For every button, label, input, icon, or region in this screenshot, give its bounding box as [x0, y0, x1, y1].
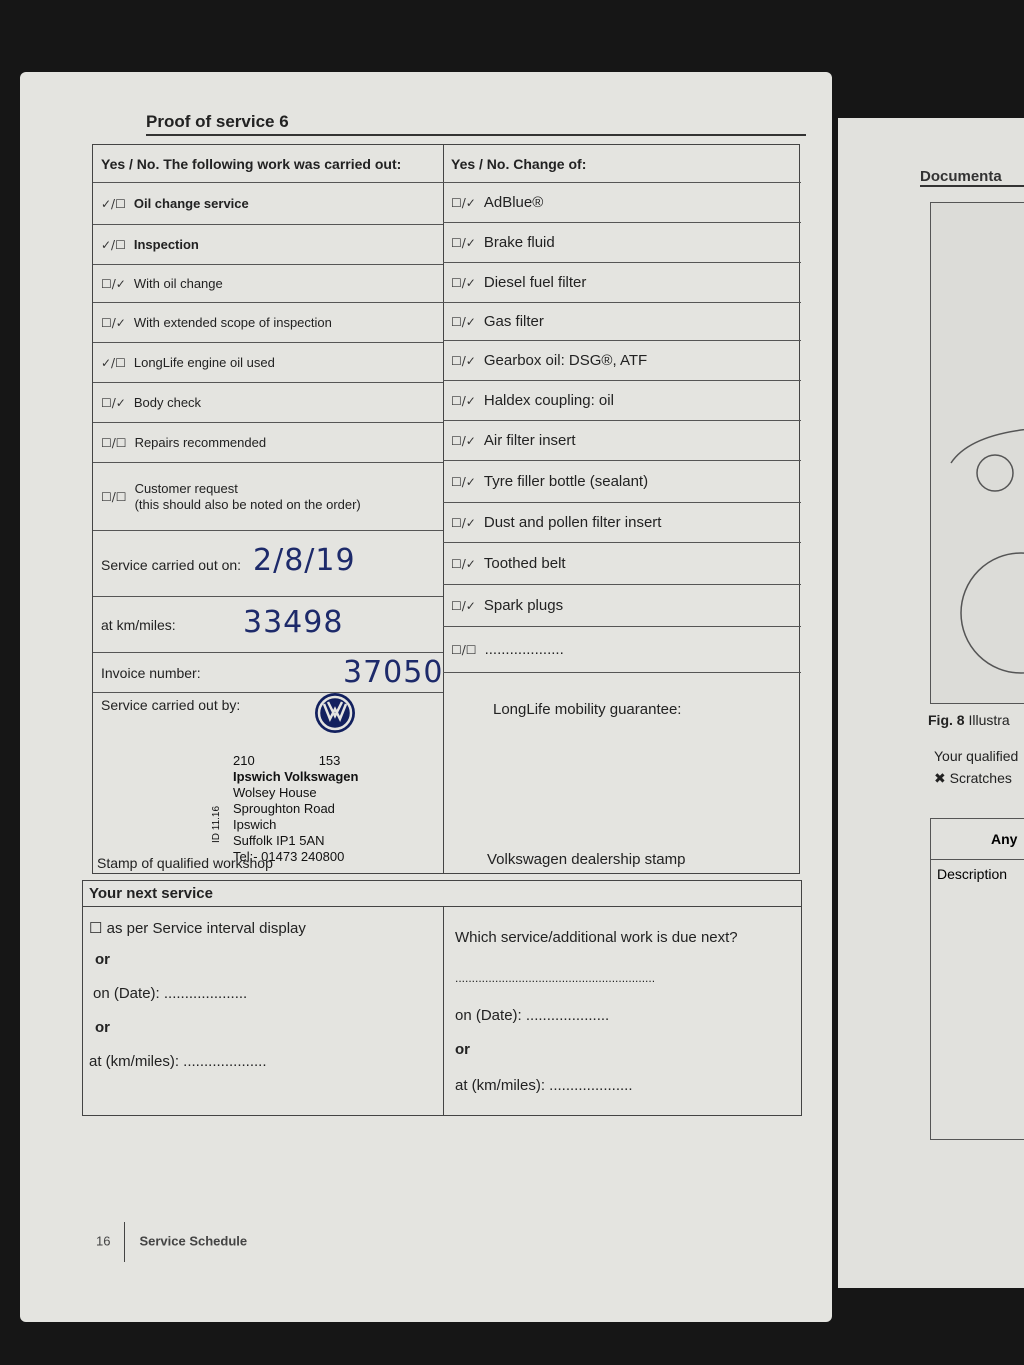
due-question: Which service/additional work is due next?: [455, 929, 738, 946]
damage-table: [930, 818, 1024, 1140]
change-row: [443, 223, 801, 263]
or-label-2: or: [95, 1019, 110, 1036]
dealer-stamp-label: Volkswagen dealership stamp: [487, 851, 686, 868]
change-label: Dust and pollen filter insert: [483, 514, 662, 531]
work-label: Body check: [133, 394, 202, 410]
stamp-line1: Wolsey House: [233, 785, 317, 800]
service-date-value: 2/8/19: [253, 543, 356, 578]
change-label: Toothed belt: [483, 555, 566, 572]
yes-no-checkbox[interactable]: ☐/✓: [451, 556, 476, 571]
or-label-3: or: [455, 1041, 470, 1058]
yes-no-checkbox[interactable]: ☐/☐: [101, 489, 127, 504]
yes-no-checkbox[interactable]: ☐/✓: [451, 314, 476, 329]
work-row-text: [134, 355, 275, 371]
due-dots: ............................................................: [455, 971, 656, 985]
stamp-line2: Sproughton Road: [233, 801, 335, 816]
work-row-text: [134, 237, 199, 253]
yes-no-checkbox[interactable]: ☐/✓: [101, 395, 126, 410]
stamp-line3: Ipswich: [233, 817, 277, 832]
facing-page: [838, 118, 1024, 1288]
carried-out-by-label: Service carried out by:: [101, 697, 241, 713]
stamp-code-right: 153: [318, 753, 341, 768]
yes-no-checkbox[interactable]: ☐/✓: [451, 235, 476, 250]
or-label-1: or: [95, 951, 110, 968]
work-label: Customer request: [134, 480, 238, 496]
yes-no-checkbox[interactable]: ☐/✓: [101, 315, 126, 330]
next-date-left: on (Date): ....................: [93, 985, 248, 1002]
change-row: [443, 263, 801, 303]
footer-separator: [124, 1222, 125, 1262]
change-row: [443, 627, 801, 673]
work-row: [93, 303, 443, 343]
yes-no-checkbox[interactable]: ☐/✓: [451, 275, 476, 290]
work-row-text: [134, 315, 332, 331]
stamp-tel: Tel:- 01473 240800: [233, 849, 345, 864]
fig-text: Illustra: [968, 712, 1010, 728]
next-miles-left: at (km/miles): ....................: [89, 1053, 267, 1070]
stamp-name: Ipswich Volkswagen: [233, 769, 359, 784]
work-row: [93, 423, 443, 463]
damage-table-header: Any: [931, 819, 1024, 860]
change-label: Spark plugs: [483, 597, 564, 614]
qualified-text: Your qualified: [934, 748, 1019, 764]
service-book-page: [20, 72, 832, 1322]
service-date-row: [93, 533, 443, 597]
right-header: Yes / No. Change of:: [443, 145, 801, 183]
work-row: [93, 265, 443, 303]
work-label: Repairs recommended: [134, 434, 267, 450]
change-row: [443, 303, 801, 341]
change-label: Tyre filler bottle (sealant): [483, 473, 649, 490]
work-row: [93, 463, 443, 531]
change-row: [443, 585, 801, 627]
car-illustration: [930, 202, 1024, 704]
change-label: Brake fluid: [483, 234, 555, 251]
fig-label: Fig. 8: [928, 712, 965, 728]
change-row: [443, 461, 801, 503]
invoice-value: 37050: [343, 655, 444, 690]
next-miles-right: at (km/miles): ....................: [455, 1077, 633, 1094]
yes-no-checkbox[interactable]: ☐/✓: [451, 195, 476, 210]
page-number: 16: [96, 1233, 111, 1249]
volkswagen-logo-icon: [313, 691, 357, 735]
next-service-divider: [443, 907, 444, 1115]
work-row: [93, 183, 443, 225]
yes-no-checkbox[interactable]: ✓/☐: [101, 355, 126, 370]
mileage-value: 33498: [243, 605, 344, 640]
next-service-box: [82, 880, 802, 1116]
yes-no-checkbox[interactable]: ☐/✓: [451, 474, 476, 489]
invoice-label: Invoice number:: [101, 664, 201, 681]
car-outline-icon: [931, 203, 1024, 703]
stamp-code-left: 210: [233, 753, 255, 768]
stamp-line4: Suffolk IP1 5AN: [233, 833, 325, 848]
scratches-text: ✖ Scratches: [934, 770, 1012, 786]
stamp-caption: Stamp of qualified workshop: [97, 855, 273, 871]
footer-section: Service Schedule: [139, 1233, 248, 1249]
left-header: Yes / No. The following work was carried out:: [93, 145, 443, 183]
work-label: With extended scope of inspection: [133, 314, 332, 330]
change-label: Gearbox oil: DSG®, ATF: [483, 352, 648, 369]
change-label: Haldex coupling: oil: [483, 392, 614, 409]
work-row-text: [135, 435, 267, 451]
yes-no-checkbox[interactable]: ✓/☐: [101, 196, 126, 211]
mileage-label: at km/miles:: [101, 616, 176, 633]
page-title: Proof of service 6: [146, 112, 806, 136]
work-label: Inspection: [133, 236, 199, 252]
workshop-stamp-area: [93, 693, 443, 875]
invoice-row: [93, 653, 443, 693]
service-form: [92, 144, 800, 874]
service-date-label: Service carried out on:: [101, 556, 242, 573]
mileage-row: [93, 597, 443, 653]
change-row: [443, 503, 801, 543]
change-row: [443, 183, 801, 223]
yes-no-checkbox[interactable]: ☐/✓: [451, 598, 476, 613]
change-row: [443, 543, 801, 585]
yes-no-checkbox[interactable]: ☐/✓: [451, 353, 476, 368]
work-row-text: [134, 395, 201, 411]
work-row-text: [135, 481, 361, 513]
work-label: LongLife engine oil used: [133, 354, 275, 370]
work-row: [93, 343, 443, 383]
work-label: Oil change service: [133, 195, 249, 211]
yes-no-checkbox[interactable]: ☐/✓: [451, 393, 476, 408]
next-service-title: Your next service: [83, 881, 801, 907]
change-label: Diesel fuel filter: [483, 274, 587, 291]
yes-no-checkbox[interactable]: ☐/☐: [451, 642, 477, 657]
work-row: [93, 225, 443, 265]
change-row: [443, 381, 801, 421]
dealer-stamp-area: [443, 693, 801, 875]
work-row: [93, 383, 443, 423]
yes-no-checkbox[interactable]: ☐/✓: [451, 433, 476, 448]
change-label: ...................: [484, 641, 564, 658]
change-label: AdBlue®: [483, 194, 544, 211]
change-row: [443, 341, 801, 381]
yes-no-checkbox[interactable]: ☐/☐: [101, 435, 127, 450]
stamp-side-code: ID 11.16: [211, 805, 222, 843]
fig-caption: [928, 712, 1010, 728]
page-footer: [96, 1222, 247, 1262]
damage-table-col: Description: [937, 866, 1008, 882]
facing-page-title: Documenta: [920, 168, 1024, 187]
mobility-guarantee-label: LongLife mobility guarantee:: [493, 701, 682, 718]
yes-no-checkbox[interactable]: ✓/☐: [101, 237, 126, 252]
change-row: [443, 421, 801, 461]
yes-no-checkbox[interactable]: ☐/✓: [101, 276, 126, 291]
yes-no-checkbox[interactable]: ☐/✓: [451, 515, 476, 530]
next-date-right: on (Date): ....................: [455, 1007, 610, 1024]
work-row-text: [134, 196, 249, 212]
change-label: Air filter insert: [483, 432, 576, 449]
change-label: Gas filter: [483, 313, 544, 330]
work-sublabel: (this should also be noted on the order): [134, 496, 361, 512]
interval-option: ☐ as per Service interval display: [89, 920, 306, 937]
work-row-text: [134, 276, 223, 292]
workshop-stamp: [233, 753, 358, 865]
work-label: With oil change: [133, 275, 223, 291]
